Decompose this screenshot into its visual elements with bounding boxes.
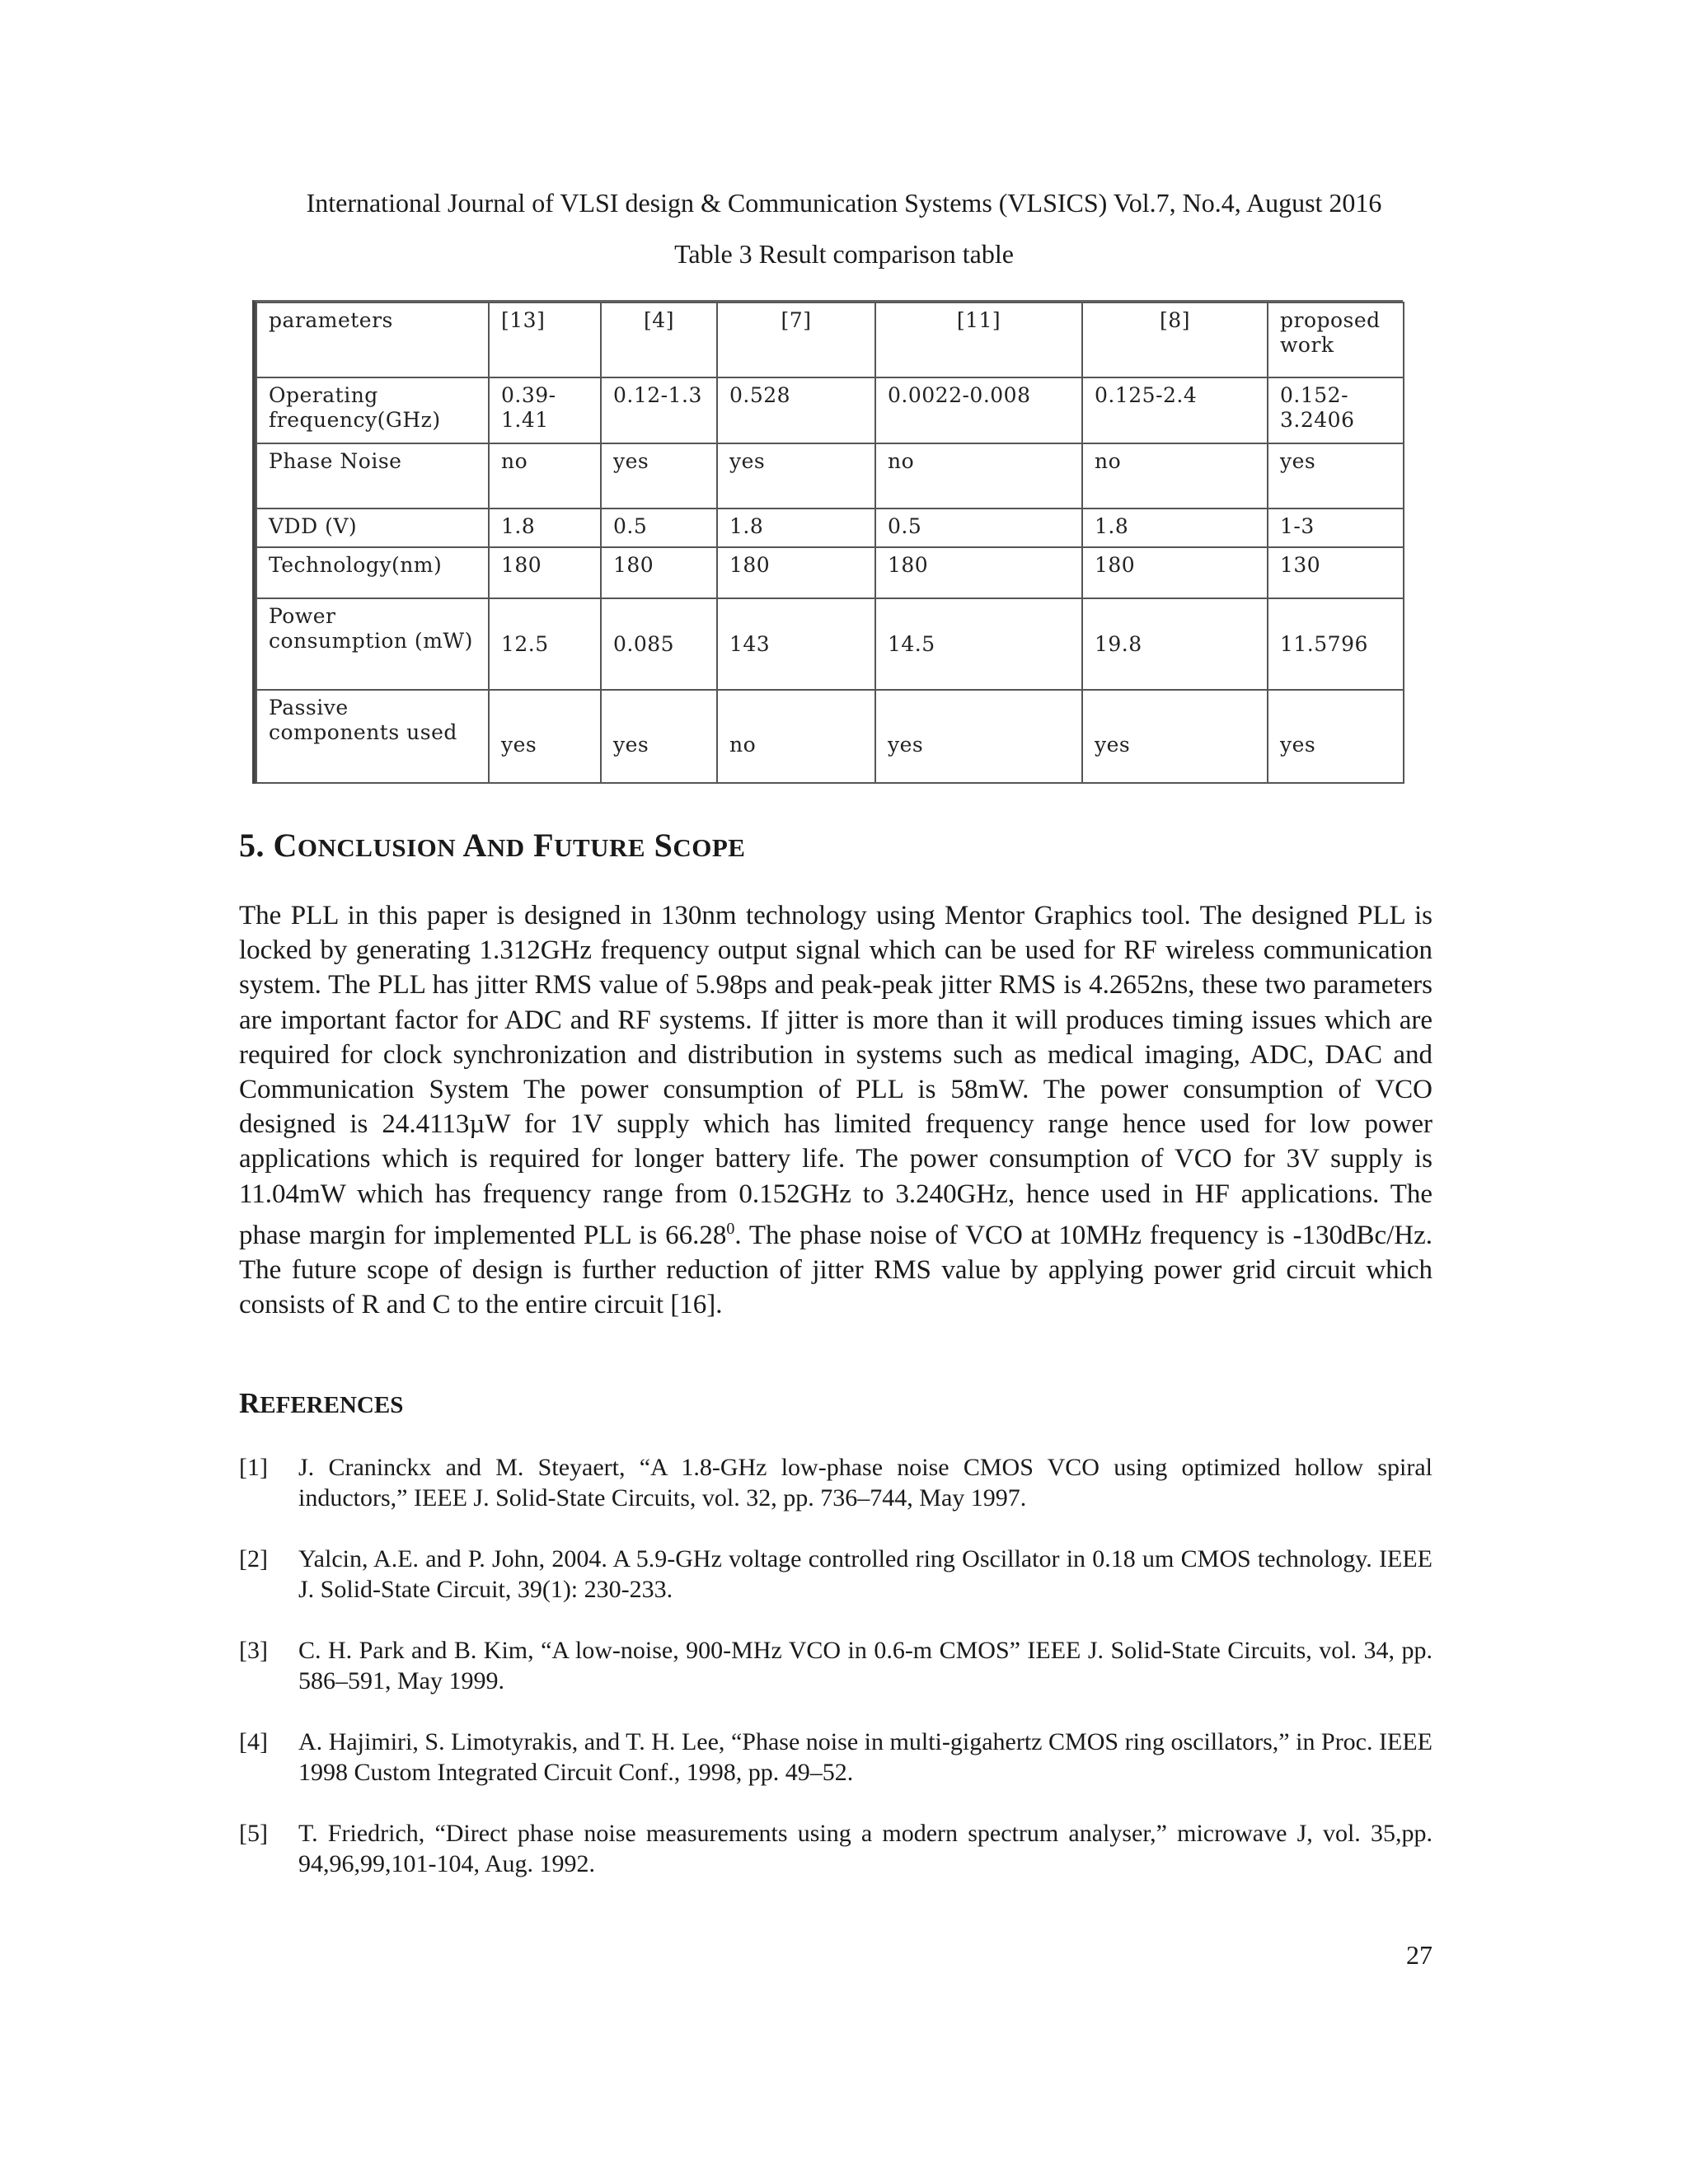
table-row xyxy=(256,547,1404,599)
reference-item xyxy=(239,1818,1432,1879)
table-cell: 0.0022-0.008 xyxy=(875,377,1082,444)
result-comparison-table xyxy=(252,300,1403,784)
running-header: International Journal of VLSI design & Communication Systems (VLSICS) Vol.7, No.4, August 2016 xyxy=(306,188,1382,218)
table-cell: yes xyxy=(1268,690,1404,783)
table-cell: 19.8 xyxy=(1082,598,1268,690)
table-cell: yes xyxy=(717,443,875,509)
table-cell: 1.8 xyxy=(1082,509,1268,546)
column-header: [13] xyxy=(489,302,601,377)
column-header: [7] xyxy=(717,302,875,377)
table-cell: 0.085 xyxy=(601,598,717,690)
table-cell: 180 xyxy=(1082,547,1268,599)
row-label: Phase Noise xyxy=(256,443,489,509)
table-cell: 1.8 xyxy=(717,509,875,546)
table-row xyxy=(256,690,1404,783)
reference-number: [5] xyxy=(239,1820,268,1847)
row-label: Power consumption (mW) xyxy=(256,598,489,690)
reference-item xyxy=(239,1727,1432,1788)
table-row xyxy=(256,598,1404,690)
reference-number: [3] xyxy=(239,1637,268,1664)
table-cell: 12.5 xyxy=(489,598,601,690)
table-cell: 0.5 xyxy=(601,509,717,546)
table-cell: yes xyxy=(601,443,717,509)
column-header: [11] xyxy=(875,302,1082,377)
column-header: [4] xyxy=(601,302,717,377)
table-cell: 0.12-1.3 xyxy=(601,377,717,444)
table-cell: 14.5 xyxy=(875,598,1082,690)
conclusion-paragraph xyxy=(239,898,1432,1322)
reference-list xyxy=(239,1452,1432,1910)
reference-number: [4] xyxy=(239,1728,268,1755)
table-cell: 180 xyxy=(875,547,1082,599)
paragraph-text: The PLL in this paper is designed in 130nm technology using Mentor Graphics tool. The designed PLL is locked by generating 1.312GHz frequency output signal which can be used for RF wireless communication system. The PLL has jitter RMS value of 5.98ps and peak-peak jitter RMS is 4.2652ns, these two parameters are important factor for ADC and RF systems. If jitter is more than it will produces timing issues which are required for clock synchronization and distribution in systems such as medical imaging, ADC, DAC and Communication System The power consumption of PLL is 58mW. The power consumption of VCO designed is 24.4113µW for 1V supply which has limited frequency range hence used for low power applications which is required for longer battery life. The power consumption of VCO for 3V supply is 11.04mW which has frequency range from 0.152GHz to 3.240GHz, hence used in HF applications. The phase margin for implemented PLL is 66.28 xyxy=(239,901,1432,1250)
reference-item xyxy=(239,1544,1432,1605)
table-cell: no xyxy=(717,690,875,783)
reference-text: C. H. Park and B. Kim, “A low-noise, 900-MHz VCO in 0.6-m CMOS” IEEE J. Solid-State Circuits, vol. 34, pp. 586–591, May 1999. xyxy=(298,1637,1432,1694)
table-row xyxy=(256,509,1404,546)
table-cell: 0.152-3.2406 xyxy=(1268,377,1404,444)
row-label: Operating frequency(GHz) xyxy=(256,377,489,444)
reference-item xyxy=(239,1635,1432,1696)
table-cell: no xyxy=(875,443,1082,509)
table-row xyxy=(256,377,1404,444)
reference-number: [2] xyxy=(239,1545,268,1572)
paragraph-text: . The phase noise of VCO at 10MHz frequency is -130dBc/Hz. The future scope of design is further reduction of jitter RMS value by applying power grid circuit which consists of R and C to the entire circuit [16]. xyxy=(239,1220,1432,1320)
results-table xyxy=(256,302,1404,784)
table-cell: yes xyxy=(601,690,717,783)
reference-item xyxy=(239,1452,1432,1513)
reference-text: Yalcin, A.E. and P. John, 2004. A 5.9-GHz voltage controlled ring Oscillator in 0.18 um CMOS technology. IEEE J. Solid-State Circuit, 39(1): 230-233. xyxy=(298,1545,1432,1603)
column-header: [8] xyxy=(1082,302,1268,377)
table-row xyxy=(256,443,1404,509)
table-cell: 1-3 xyxy=(1268,509,1404,546)
table-cell: yes xyxy=(1082,690,1268,783)
row-label: VDD (V) xyxy=(256,509,489,546)
table-cell: 0.39-1.41 xyxy=(489,377,601,444)
column-header: proposed work xyxy=(1268,302,1404,377)
table-cell: 180 xyxy=(717,547,875,599)
table-cell: 0.125-2.4 xyxy=(1082,377,1268,444)
table-cell: yes xyxy=(1268,443,1404,509)
reference-text: A. Hajimiri, S. Limotyrakis, and T. H. Lee, “Phase noise in multi-gigahertz CMOS ring oscillators,” in Proc. IEEE 1998 Custom Integrated Circuit Conf., 1998, pp. 49–52. xyxy=(298,1728,1432,1786)
table-cell: 180 xyxy=(489,547,601,599)
superscript: 0 xyxy=(726,1219,735,1238)
reference-text: J. Craninckx and M. Steyaert, “A 1.8-GHz low-phase noise CMOS VCO using optimized hollow spiral inductors,” IEEE J. Solid-State Circuits, vol. 32, pp. 736–744, May 1997. xyxy=(298,1454,1432,1511)
table-cell: yes xyxy=(489,690,601,783)
row-label: Passive components used xyxy=(256,690,489,783)
table-cell: yes xyxy=(875,690,1082,783)
table-cell: 143 xyxy=(717,598,875,690)
section-title: CONCLUSION AND FUTURE SCOPE xyxy=(273,827,746,864)
page-number: 27 xyxy=(1406,1940,1432,1970)
column-header: parameters xyxy=(256,302,489,377)
section-heading xyxy=(239,826,745,865)
reference-number: [1] xyxy=(239,1454,268,1481)
row-label: Technology(nm) xyxy=(256,547,489,599)
references-heading: REFERENCES xyxy=(239,1387,404,1419)
table-cell: 11.5796 xyxy=(1268,598,1404,690)
section-number: 5. xyxy=(239,827,265,864)
table-cell: 0.528 xyxy=(717,377,875,444)
table-cell: no xyxy=(489,443,601,509)
table-cell: no xyxy=(1082,443,1268,509)
reference-text: T. Friedrich, “Direct phase noise measurements using a modern spectrum analyser,” microwave J, vol. 35,pp. 94,96,99,101-104, Aug. 1992. xyxy=(298,1820,1432,1877)
table-caption: Table 3 Result comparison table xyxy=(674,239,1014,269)
table-cell: 180 xyxy=(601,547,717,599)
table-cell: 130 xyxy=(1268,547,1404,599)
table-cell: 1.8 xyxy=(489,509,601,546)
table-cell: 0.5 xyxy=(875,509,1082,546)
table-header-row xyxy=(256,302,1404,377)
